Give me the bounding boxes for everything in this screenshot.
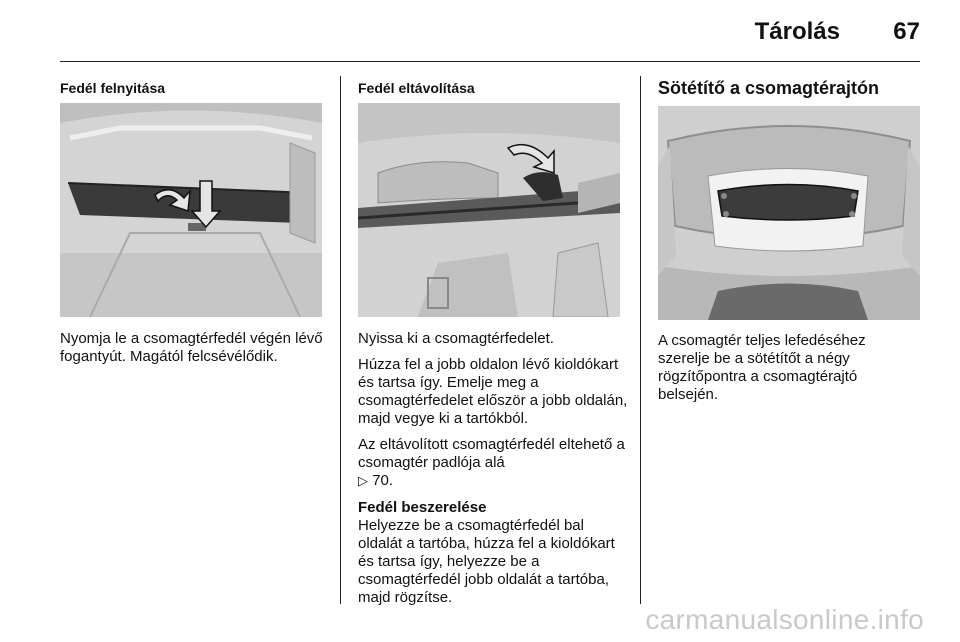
heading-tailgate-sunshade: Sötétítő a csomagtérajtón <box>658 78 880 98</box>
step-release-lever: Húzza fel a jobb oldalon lévő kioldókart és tartsa így. Emelje meg a csomagtérfedelet először a jobb oldalán, majd vegye ki a tartókból. <box>358 356 628 427</box>
step-install-cover: Helyezze be a csomagtérfedél bal oldalát a tartóba, húzza fel a kioldókart és tartsa így, helyezze be a csomagtérfedél jobb oldalát a tartóba, majd rögzítse. <box>358 517 615 606</box>
body-tailgate-sunshade: A csomagtér teljes lefedéséhez szerelje be a sötétítőt a négy rögzítőpontra a csomagtérajtó belsején. <box>658 332 866 403</box>
page-number: 67 <box>893 18 920 45</box>
watermark: carmanualsonline.info <box>645 604 924 635</box>
tailgate-sunshade-illustration <box>658 106 920 320</box>
header-rule <box>60 61 920 62</box>
column-divider-2 <box>640 76 641 604</box>
section-title: Tárolás <box>754 18 840 45</box>
step-open-cover: Nyissa ki a csomagtérfedelet. <box>358 330 554 347</box>
page-ref: 70. <box>372 472 394 489</box>
column-divider-1 <box>340 76 341 604</box>
heading-cover-open: Fedél felnyitása <box>60 80 166 96</box>
page-ref-arrow-icon: ▷ <box>358 474 368 489</box>
body-cover-open: Nyomja le a csomagtérfedél végén lévő fogantyút. Magától felcsévélődik. <box>60 330 323 365</box>
heading-cover-install: Fedél beszerelése <box>358 499 487 516</box>
page-header <box>60 0 920 62</box>
store-cover-text: Az eltávolított csomagtérfedél eltehető a csomagtér padlója alá <box>358 436 625 471</box>
body-cover-remove <box>358 330 630 615</box>
heading-cover-remove: Fedél eltávolítása <box>358 80 475 96</box>
step-store-cover <box>358 436 630 491</box>
trunk-cover-remove-illustration <box>358 103 620 317</box>
trunk-cover-open-illustration <box>60 103 322 317</box>
